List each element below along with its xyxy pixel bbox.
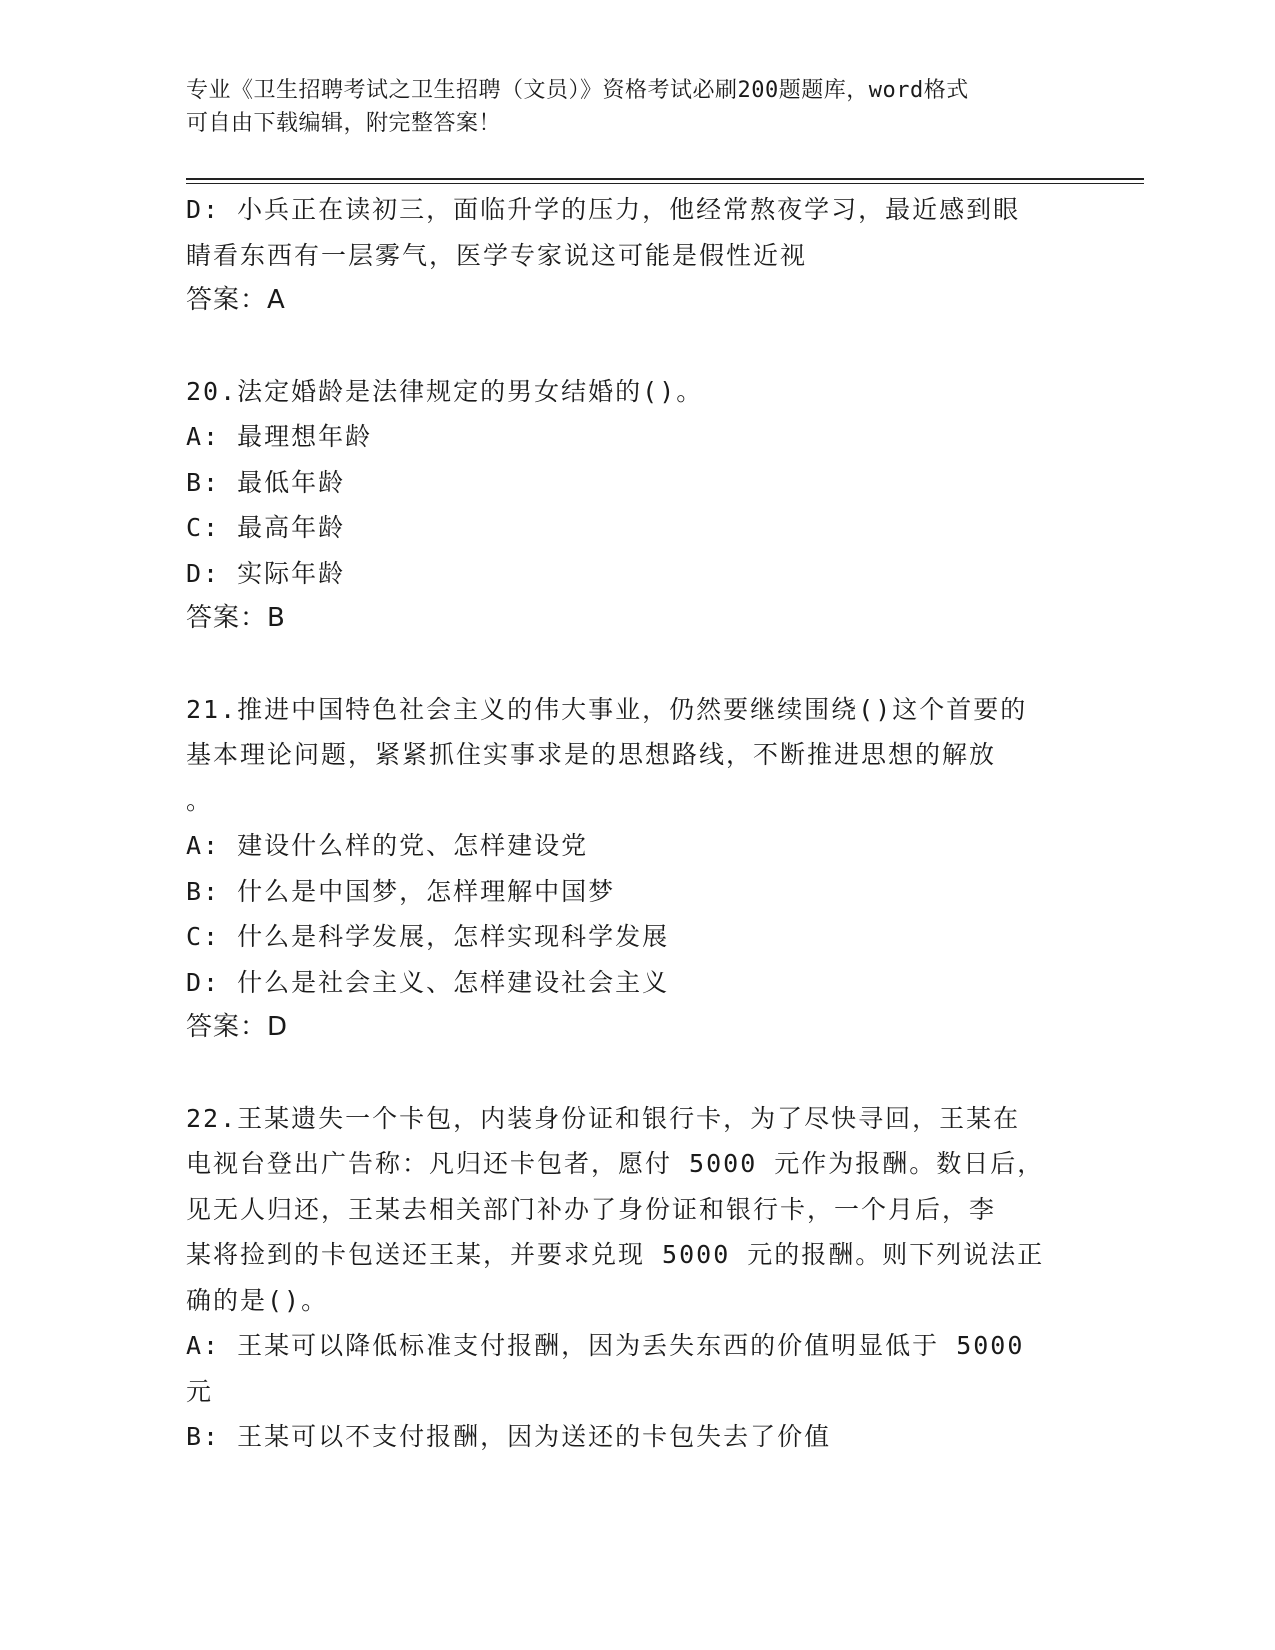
option-b: B: 什么是中国梦，怎样理解中国梦 [186, 876, 616, 906]
option-b: B: 最低年龄 [186, 467, 346, 497]
option-c: C: 最高年龄 [186, 513, 346, 542]
option-d: D: 什么是社会主义、怎样建设社会主义 [186, 967, 670, 997]
answer-line: 答案：A [186, 285, 286, 315]
option-b: B: 王某可以不支付报酬，因为送还的卡包失去了价值 [186, 1422, 832, 1451]
header-line-1: 专业《卫生招聘考试之卫生招聘（文员）》资格考试必刷200题题库，word格式 [186, 78, 969, 103]
question-22 [186, 1096, 1066, 1460]
header-line-2: 可自由下载编辑，附完整答案！ [186, 111, 502, 136]
option-d-line-2: 睛看东西有一层雾气，医学专家说这可能是假性近视 [186, 240, 808, 270]
option-d: D: 实际年龄 [186, 558, 346, 588]
question-text-line-3: 见无人归还，王某去相关部门补办了身份证和银行卡，一个月后，李 [186, 1194, 997, 1224]
document-header [186, 74, 1066, 140]
header-rule-thick [186, 178, 1144, 180]
question-text-line-3: 。 [186, 785, 214, 815]
question-text-line-1: 21.推进中国特色社会主义的伟大事业，仍然要继续围绕()这个首要的 [186, 694, 1028, 724]
question-text-line-1: 22.王某遗失一个卡包，内装身份证和银行卡，为了尽快寻回，王某在 [186, 1103, 1021, 1133]
question-21 [186, 687, 1066, 1051]
option-a: A: 最理想年龄 [186, 422, 373, 451]
question-text-line-2: 电视台登出广告称：凡归还卡包者，愿付 5000 元作为报酬。数日后， [186, 1149, 1045, 1178]
spacer [186, 642, 1066, 687]
option-c: C: 什么是科学发展，怎样实现科学发展 [186, 922, 670, 951]
question-text-line-5: 确的是()。 [186, 1285, 329, 1315]
option-d-line-1: D: 小兵正在读初三，面临升学的压力，他经常熬夜学习，最近感到眼 [186, 195, 1021, 224]
question-text-line-2: 基本理论问题，紧紧抓住实事求是的思想路线，不断推进思想的解放 [186, 740, 997, 769]
question-text: 20.法定婚龄是法律规定的男女结婚的()。 [186, 376, 704, 406]
option-a-line-1: A: 王某可以降低标准支付报酬，因为丢失东西的价值明显低于 5000 [186, 1331, 1025, 1360]
option-a: A: 建设什么样的党、怎样建设党 [186, 831, 589, 860]
document-body [186, 187, 1066, 1460]
option-a-line-2: 元 [186, 1376, 214, 1406]
answer-line: 答案：B [186, 603, 286, 633]
question-19-tail [186, 187, 1066, 324]
spacer [186, 1051, 1066, 1096]
question-20 [186, 369, 1066, 642]
question-text-line-4: 某将捡到的卡包送还王某，并要求兑现 5000 元的报酬。则下列说法正 [186, 1240, 1045, 1269]
header-rule-thin [186, 183, 1144, 184]
answer-line: 答案：D [186, 1012, 289, 1042]
spacer [186, 324, 1066, 369]
